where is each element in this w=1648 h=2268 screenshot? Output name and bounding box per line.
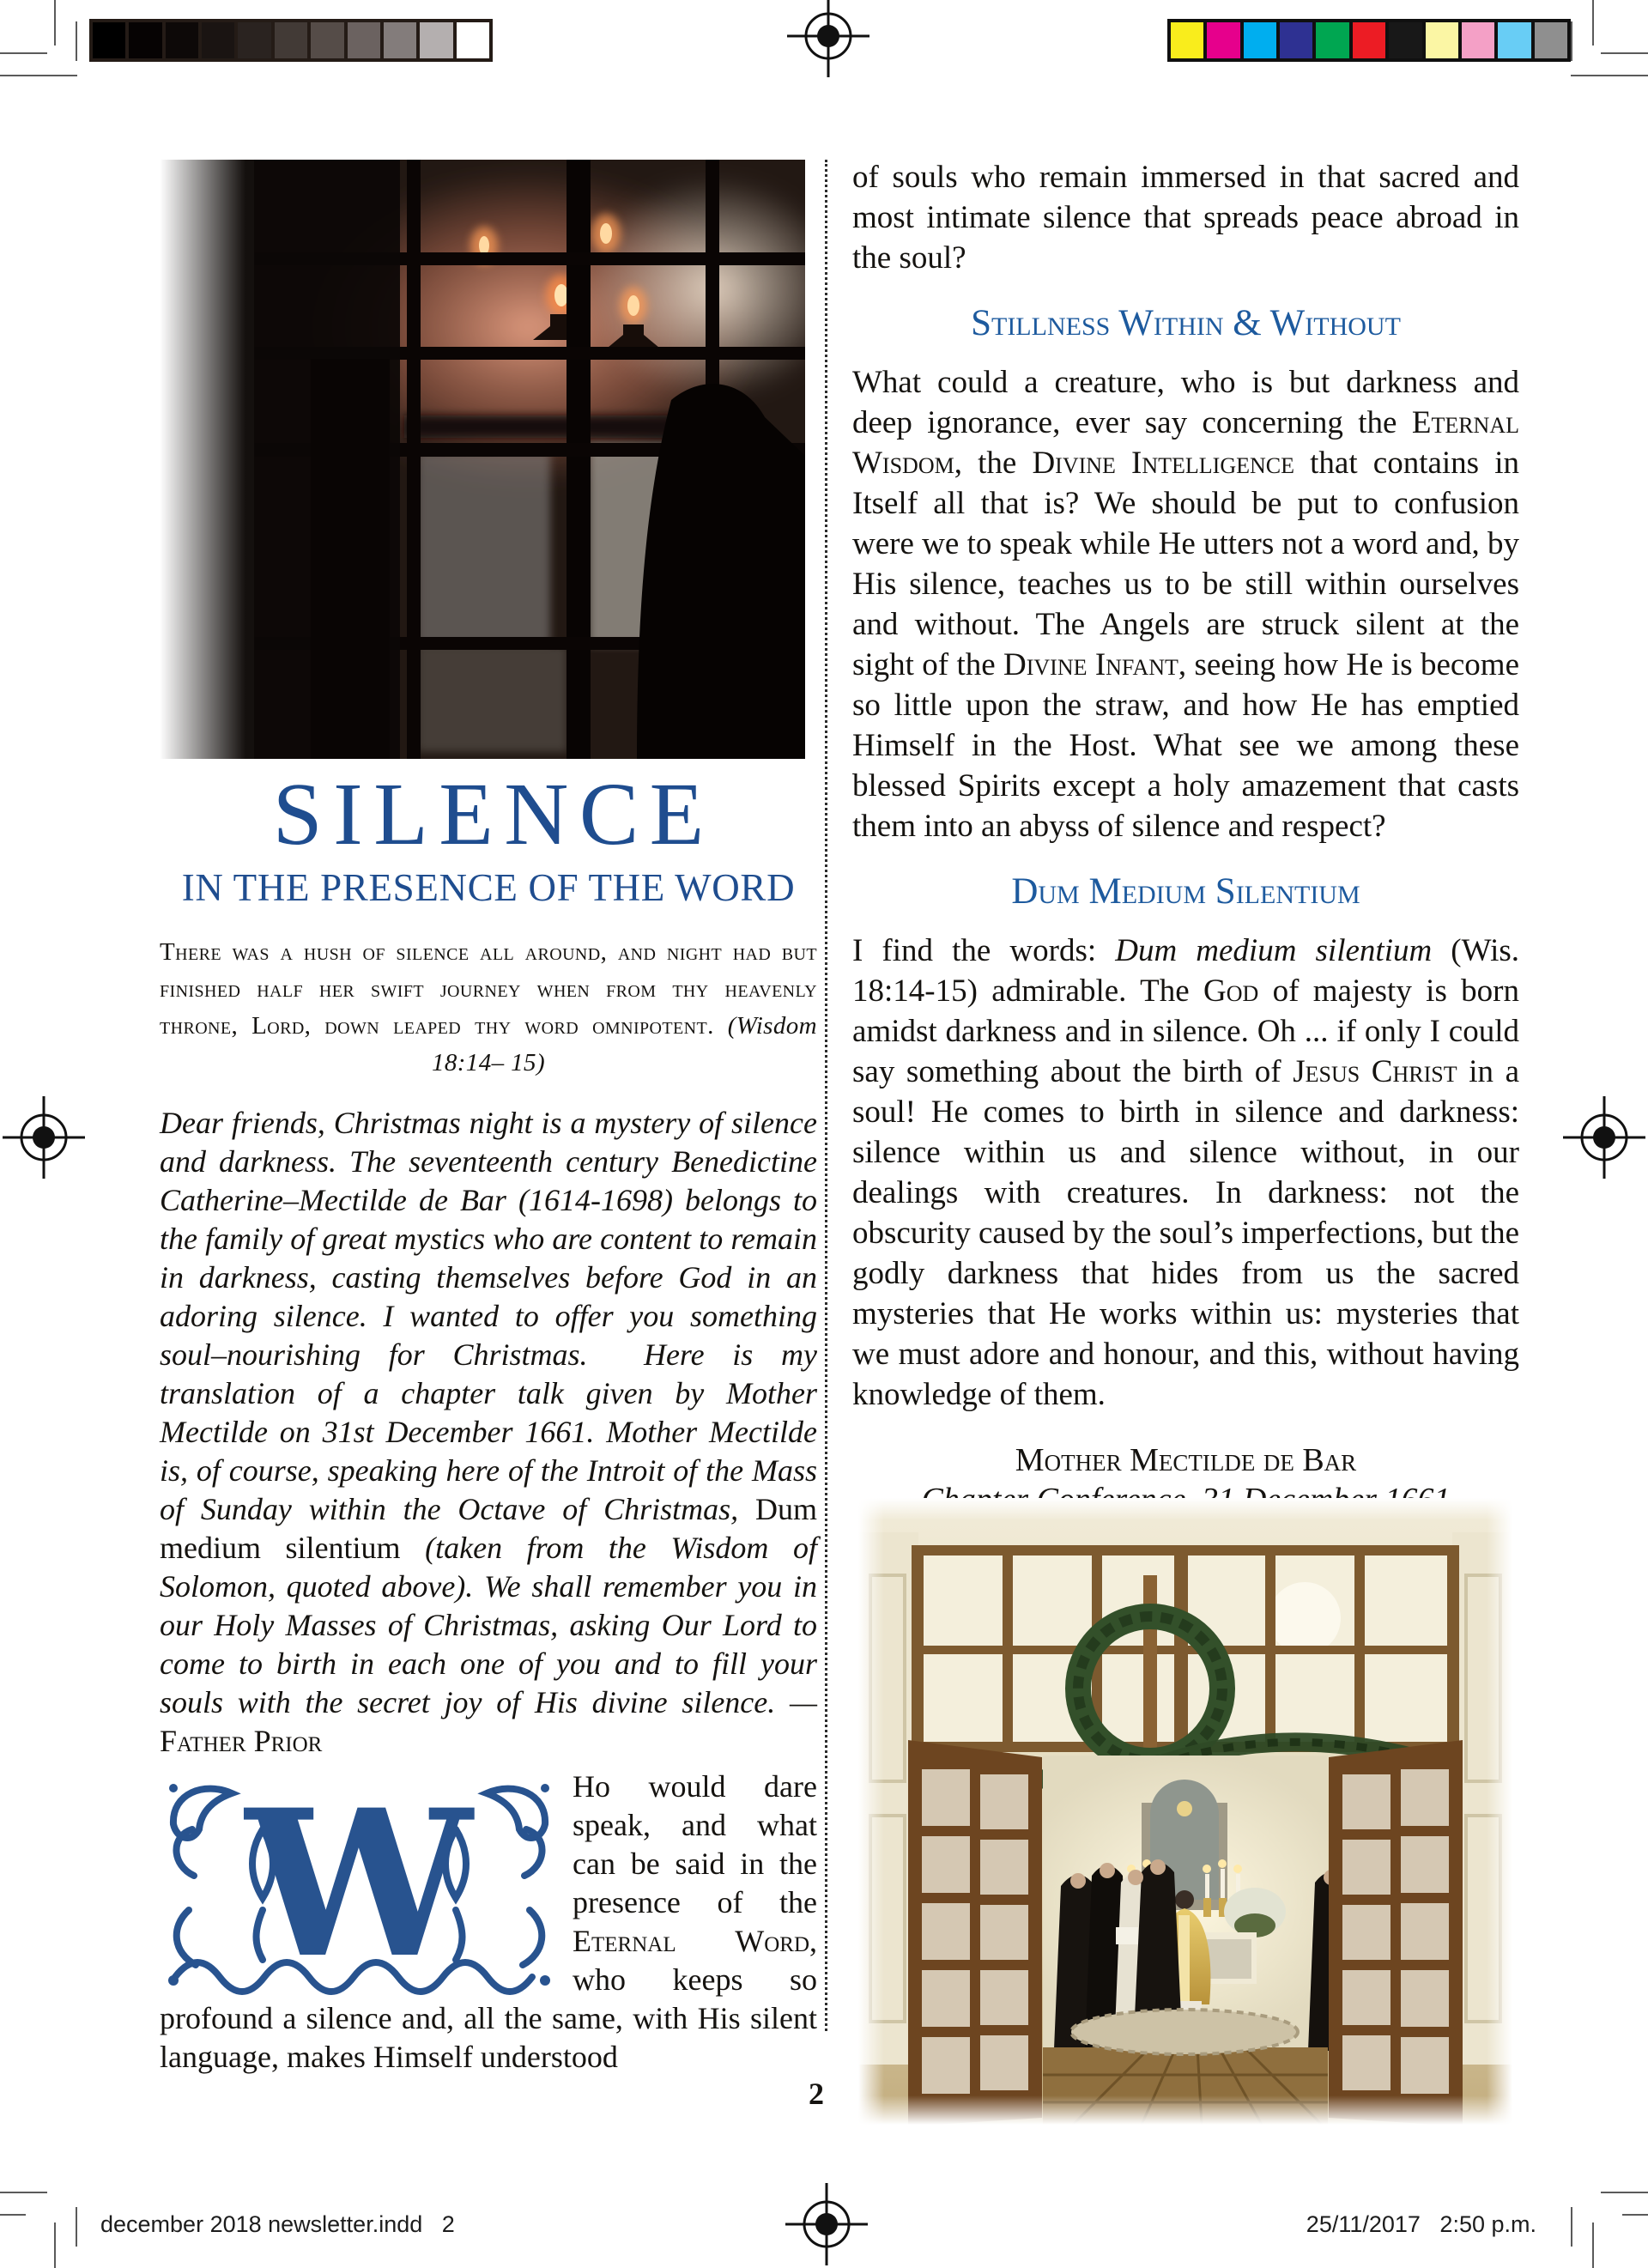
crop-mark: [54, 2223, 56, 2268]
crop-mark: [0, 52, 47, 54]
right-column: [852, 157, 1519, 1519]
crop-mark: [1601, 2192, 1648, 2193]
body-paragraph: What could a creature, who is but darkness and deep ignorance, ever say concerning the Eternal Wisdom, the Divine Intelligence that contains in Itself all that is? We should be put to confusion were we to speak while He utters not a word and, by His silence, teaches us to be still within ourselves and without. The Angels are struck silent at the sight of the Divine Infant, seeing how He is become so little upon the straw, and how He has emptied Himself in the Host. What see we among these blessed Spirits except a holy amazement that casts them into an abyss of silence and respect?: [852, 365, 1519, 844]
grayscale-calibration-bar: [89, 19, 493, 62]
crop-mark: [0, 75, 77, 76]
crop-mark: [1592, 0, 1594, 45]
registration-mark-icon: [785, 2183, 868, 2265]
body-paragraph: I find the words: Dum medium silentium (Wis. 18:14-15) admirable. The God of majesty is born amidst darkness and in silence. Oh ... if only I could say something about the birth of Jesus Christ in a soul! He comes to birth in silence and darkness: silence within us and silence without, in our dealings with creatures. In darkness: not the obscurity caused by the soul’s imperfections, but the godly darkness that hides from us the sacred mysteries that He works within us: mysteries that we must adore and honour, and this, without having knowledge of them.: [852, 933, 1520, 1412]
crop-mark: [1571, 2207, 1572, 2247]
footer-filename: december 2018 newsletter.indd 2: [100, 2211, 455, 2237]
dropcap-paragraph: [160, 1768, 817, 2077]
crop-mark: [0, 2192, 47, 2193]
svg-text:W: W: [245, 1773, 472, 1998]
crop-mark: [76, 21, 77, 61]
attribution-name: Mother Mectilde de Bar: [1015, 1442, 1357, 1478]
crop-mark: [54, 0, 56, 45]
crop-mark: [1601, 52, 1648, 54]
color-calibration-bar: [1167, 19, 1571, 62]
crop-mark: [76, 2207, 77, 2247]
candlelit-window-photo: [160, 160, 805, 759]
column-divider: [825, 160, 827, 2031]
registration-mark-icon: [3, 1096, 85, 1179]
crop-mark: [1592, 2223, 1594, 2268]
page-number: 2: [809, 2077, 824, 2111]
crop-mark: [0, 2214, 26, 2216]
footer-timestamp: 25/11/2017 2:50 p.m.: [1306, 2211, 1536, 2237]
registration-mark-icon: [1563, 1096, 1645, 1179]
oratory-mass-photo: [858, 1498, 1512, 2125]
article-title: SILENCE: [272, 765, 715, 864]
body-paragraph: of souls who remain immersed in that sacred and most intimate silence that spreads peace abroad in the soul?: [852, 160, 1519, 276]
registration-mark-icon: [787, 0, 869, 77]
dropcap-paragraph-text: Ho would dare speak, and what can be said in the presence of the Eternal Word, who keeps so profound a silence and, all the same, with His silent language, makes Himself understood: [160, 1769, 817, 2074]
intro-paragraph: Dear friends, Christmas night is a mystery of silence and darkness. The seventeenth century Benedictine Catherine–Mectilde de Bar (1614-1698) belongs to the family of great mystics who are content to remain in darkness, casting themselves before God in an adoring silence. I wanted to offer you something soul–nourishing for Christmas. Here is my translation of a chapter talk given by Mother Mectilde on 31st December 1661. Mother Mectilde is, of course, speaking here of the Introit of the Mass of Sunday within the Octave of Christmas, Dum medium silentium (taken from the Wisdom of Solomon, quoted above). We shall remember you in our Holy Masses of Christmas, asking Our Lord to come to birth in each one of you and to fill your souls with the secret joy of His divine silence. — Father Prior: [160, 1106, 818, 1758]
section-heading-stillness: Stillness Within & Without: [971, 303, 1401, 343]
ornate-initial-w: [160, 1773, 559, 1998]
scripture-epigraph: There was a hush of silence all around, and night had but finished half her swift journey when from thy heavenly throne, Lord, down leaped thy word omnipotent. (Wisdom 18:14– 15): [160, 938, 817, 1076]
crop-mark: [1622, 2214, 1648, 2216]
crop-mark: [1571, 75, 1648, 76]
left-column: [160, 160, 817, 2077]
crop-mark: [1571, 21, 1572, 61]
article-subtitle: IN THE PRESENCE OF THE WORD: [181, 866, 796, 909]
section-heading-dum-medium: Dum Medium Silentium: [1011, 871, 1360, 912]
